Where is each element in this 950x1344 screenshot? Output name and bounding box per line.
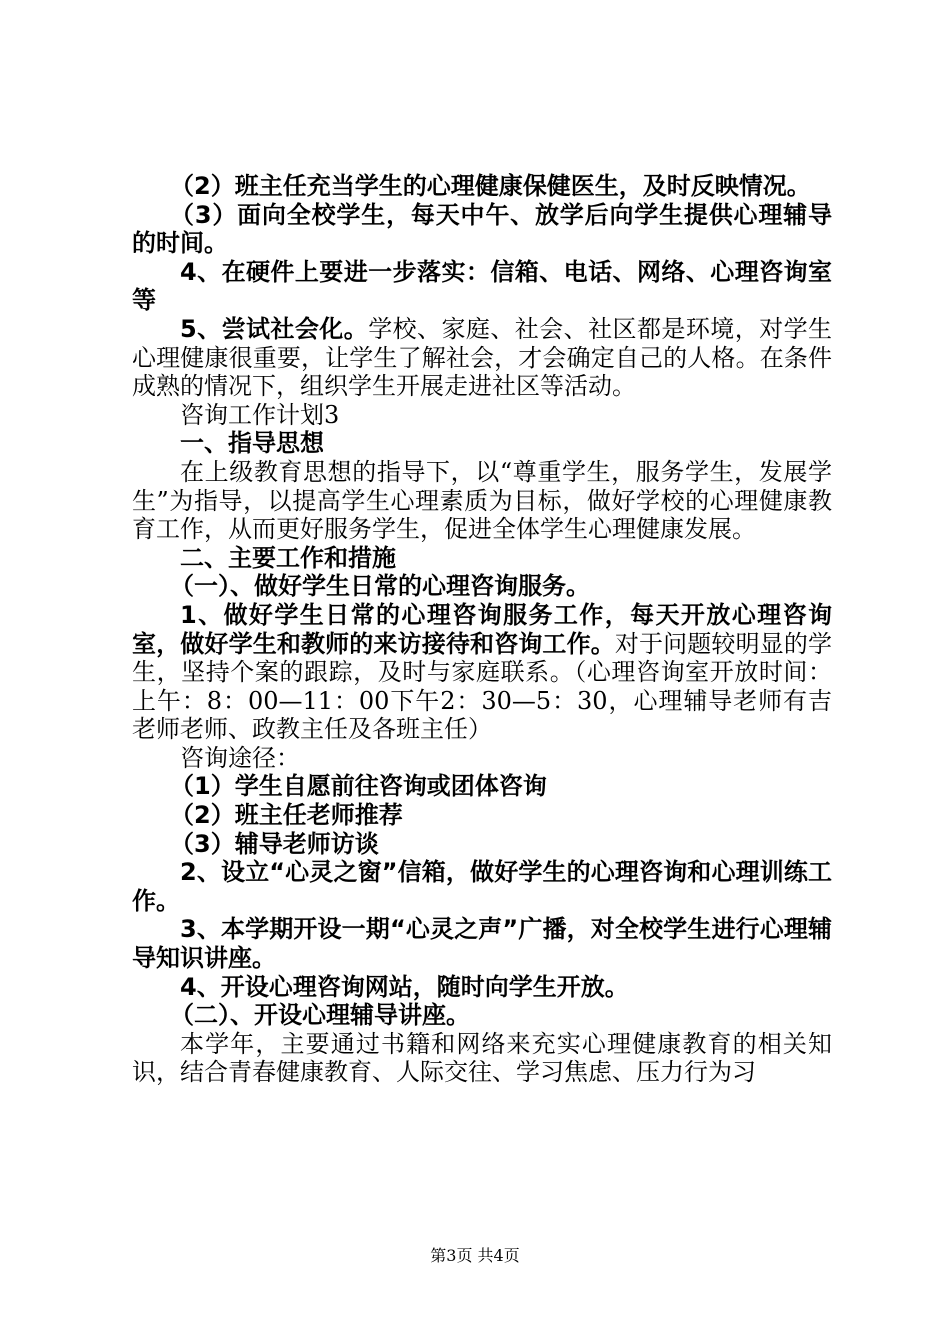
socialization-body: 学校、家庭、社会、社区都是环境，对学生心理健康很重要，让学生了解社会，才会确定自己的人格。在条件成熟的情况下，组织学生开展走进社区等活动。 bbox=[132, 314, 833, 401]
paragraph-class-teacher-role: （2）班主任充当学生的心理健康保健医生，及时反映情况。 bbox=[170, 172, 811, 200]
channel-item-interview: （3）辅导老师访谈 bbox=[170, 829, 379, 858]
subsection-heading-daily-counseling: （一）、做好学生日常的心理咨询服务。 bbox=[170, 572, 590, 601]
page-number-footer: 第3页 共4页 bbox=[430, 1246, 520, 1265]
section-heading-guiding-thought: 一、指导思想 bbox=[180, 429, 324, 458]
plan-title: 咨询工作计划3 bbox=[180, 400, 340, 429]
daily-counseling-details: 对于问题较明显的学生，坚持个案的跟踪，及时与家庭联系。（心理咨询室开放时间：上午：8：00—11：00下午2：30—5：30，心理辅导老师有吉老师老师、政教主任及各班主任） bbox=[132, 629, 833, 744]
paragraph-daily-counseling bbox=[132, 601, 832, 744]
paragraph-broadcast: 3、本学期开设一期“心灵之声”广播，对全校学生进行心理辅导知识讲座。 bbox=[132, 915, 832, 973]
section-heading-main-work: 二、主要工作和措施 bbox=[180, 543, 396, 572]
channel-item-recommendation: （2）班主任老师推荐 bbox=[170, 801, 403, 830]
paragraph-lectures: 本学年，主要通过书籍和网络来充实心理健康教育的相关知识，结合青春健康教育、人际交往、学习焦虑、压力行为习 bbox=[132, 1029, 832, 1087]
paragraph-socialization bbox=[132, 315, 832, 401]
paragraph-hardware: 4、在硬件上要进一步落实：信箱、电话、网络、心理咨询室等 bbox=[132, 257, 832, 315]
daily-counseling-lead: 1、做好学生日常的心理咨询服务工作，每天开放心理咨询室，做好学生和教师的来访接待和咨询工作。 bbox=[132, 600, 832, 658]
paragraph-mailbox: 2、设立“心灵之窗”信箱，做好学生的心理咨询和心理训练工作。 bbox=[132, 858, 832, 915]
document-body bbox=[132, 172, 832, 1087]
paragraph-counseling-time: （3）面向全校学生，每天中午、放学后向学生提供心理辅导的时间。 bbox=[132, 200, 832, 258]
channel-item-voluntary: （1）学生自愿前往咨询或团体咨询 bbox=[170, 772, 547, 801]
counseling-channels-label: 咨询途径： bbox=[180, 743, 300, 772]
paragraph-guiding-thought: 在上级教育思想的指导下，以“尊重学生，服务学生，发展学生”为指导，以提高学生心理素质为目标，做好学校的心理健康教育工作，从而更好服务学生，促进全体学生心理健康发展。 bbox=[132, 457, 832, 544]
socialization-heading: 5、尝试社会化。 bbox=[180, 314, 369, 343]
subsection-heading-lectures: （二）、开设心理辅导讲座。 bbox=[170, 1001, 470, 1030]
paragraph-website: 4、开设心理咨询网站，随时向学生开放。 bbox=[180, 972, 629, 1001]
